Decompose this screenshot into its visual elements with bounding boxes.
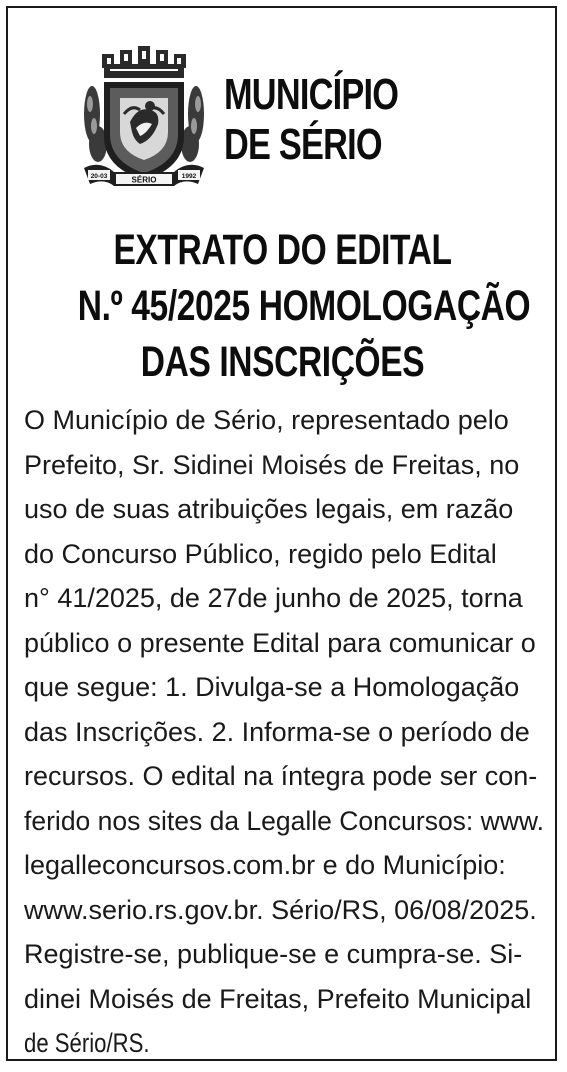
title-line-3: DAS INSCRIÇÕES bbox=[140, 338, 425, 386]
body-line: Registre-se, publique-se e cumpra-se. Si- bbox=[24, 939, 523, 969]
title-line-1: EXTRATO DO EDITAL bbox=[113, 226, 452, 274]
crest-date-left: 20-03 bbox=[90, 173, 108, 180]
body-line: público o presente Edital para comunicar o bbox=[24, 627, 536, 658]
body-line: do Concurso Público, regido pelo Edital bbox=[24, 538, 497, 569]
body-line: ferido nos sites da Legalle Concursos: www. bbox=[24, 805, 544, 836]
body-line: Prefeito, Sr. Sidinei Moisés de Freitas, no bbox=[24, 449, 520, 480]
crest-banner-text bbox=[80, 44, 208, 192]
municipality-name bbox=[224, 70, 398, 170]
body-line: O Município de Sério, representado pelo bbox=[24, 405, 509, 435]
notice-title bbox=[20, 222, 545, 390]
body-line: uso de suas atribuições legais, em razão bbox=[24, 494, 514, 524]
body-line: de Sério/RS. bbox=[24, 1028, 150, 1058]
body-line: recursos. O edital na íntegra pode ser con- bbox=[24, 761, 538, 791]
municipality-line-1: MUNICÍPIO bbox=[224, 70, 399, 119]
crest-banner-label: SÉRIO bbox=[131, 175, 157, 185]
body-line: que segue: 1. Divulga-se a Homologação bbox=[24, 672, 520, 702]
notice-header bbox=[80, 44, 540, 194]
body-line: dinei Moisés de Freitas, Prefeito Municipal bbox=[24, 983, 532, 1014]
crest-year-right: 1992 bbox=[181, 173, 197, 180]
body-line: n° 41/2025, de 27de junho de 2025, torna bbox=[24, 583, 523, 613]
body-line: legalleconcursos.com.br e do Município: bbox=[24, 850, 506, 880]
body-line: www.serio.rs.gov.br. Sério/RS, 06/08/2025. bbox=[24, 894, 537, 925]
municipality-line-2: DE SÉRIO bbox=[224, 120, 382, 169]
notice-body bbox=[24, 398, 544, 1066]
title-line-2: N.º 45/2025 HOMOLOGAÇÃO bbox=[77, 282, 531, 330]
body-line: das Inscrições. 2. Informa-se o período de bbox=[24, 716, 530, 747]
